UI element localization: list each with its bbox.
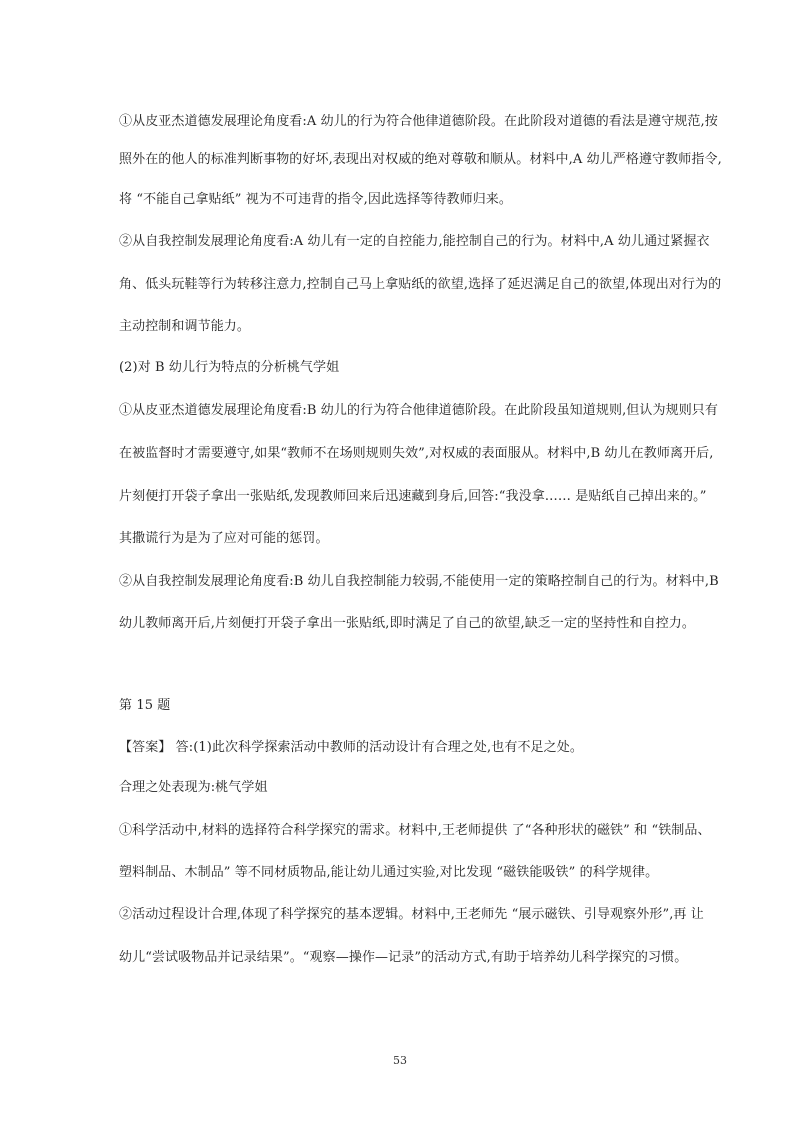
- paragraph-line: ①从皮亚杰道德发展理论角度看:A 幼儿的行为符合他律道德阶段。在此阶段对道德的看法是遵守规范,按: [119, 114, 718, 129]
- question-number: 第 15 题: [119, 698, 171, 713]
- paragraph-line: 照外在的他人的标准判断事物的好坏,表现出对权威的绝对尊敬和顺从。材料中,A 幼儿严格遵守教师指令,: [119, 152, 722, 167]
- paragraph-line: 将 “不能自己拿贴纸” 视为不可违背的指令,因此选择等待教师归来。: [119, 192, 512, 207]
- paragraph-line: 主动控制和调节能力。: [119, 319, 251, 334]
- paragraph-line: ②活动过程设计合理,体现了科学探究的基本逻辑。材料中,王老师先 “展示磁铁、引导观察外形”,再 让: [119, 907, 704, 922]
- paragraph-line: 在被监督时才需要遵守,如果“教师不在场则规则失效”,对权威的表面服从。材料中,B 幼儿在教师离开后,: [119, 446, 714, 461]
- paragraph-line: ②从自我控制发展理论角度看:A 幼儿有一定的自控能力,能控制自己的行为。材料中,A 幼儿通过紧握衣: [119, 234, 710, 249]
- answer-line: 【答案】 答:(1)此次科学探索活动中教师的活动设计有合理之处,也有不足之处。: [119, 740, 583, 755]
- paragraph-line: 幼儿“尝试吸物品并记录结果”。“观察—操作—记录”的活动方式,有助于培养幼儿科学探究的习惯。: [119, 950, 688, 965]
- paragraph-line: 塑料制品、木制品” 等不同材质物品,能让幼儿通过实验,对比发现 “磁铁能吸铁” 的科学规律。: [119, 865, 659, 880]
- page-number: 53: [393, 1054, 407, 1067]
- paragraph-line: 合理之处表现为:桃气学姐: [119, 780, 268, 795]
- paragraph-line: 片刻便打开袋子拿出一张贴纸,发现教师回来后迅速藏到身后,回答:“我没拿…… 是贴纸自己掉出来的。”: [119, 489, 707, 504]
- paragraph-line: ②从自我控制发展理论角度看:B 幼儿自我控制能力较弱,不能使用一定的策略控制自己的行为。材料中,B: [119, 574, 719, 589]
- paragraph-line: ①从皮亚杰道德发展理论角度看:B 幼儿的行为符合他律道德阶段。在此阶段虽知道规则,但认为规则只有: [119, 403, 718, 418]
- paragraph-line: ①科学活动中,材料的选择符合科学探究的需求。材料中,王老师提供 了“各种形状的磁铁” 和 “铁制品、: [119, 823, 711, 838]
- paragraph-line: 其撒谎行为是为了应对可能的惩罚。: [119, 531, 329, 546]
- paragraph-line: 角、低头玩鞋等行为转移注意力,控制自己马上拿贴纸的欲望,选择了延迟满足自己的欲望,体现出对行为的: [119, 277, 722, 292]
- paragraph-line: 幼儿教师离开后,片刻便打开袋子拿出一张贴纸,即时满足了自己的欲望,缺乏一定的坚持性和自控力。: [119, 616, 695, 631]
- section-heading: (2)对 B 幼儿行为特点的分析桃气学姐: [119, 360, 340, 375]
